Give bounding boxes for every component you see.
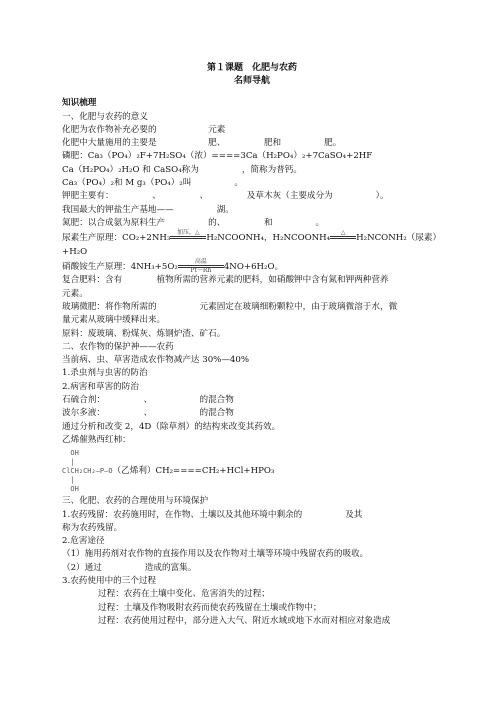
ethephon-equation: （乙烯利）CH₂====CH₂+HCl+HPO₃ — [112, 466, 275, 477]
text-line: 化肥为农作物补充必要的 元素 — [62, 124, 226, 135]
text-line: 原料：废玻璃、粉煤灰、炼钢炉渣、矿石。 — [62, 328, 226, 339]
urea-reactants: 尿素生产原理：CO₂+2NH₃ — [62, 233, 171, 244]
phosphate-equation: 磷肥：Ca₃（PO₄）₂F+7H₂SO₄（浓）====3Ca（H₂PO₄）₂+7CaSO₄+2HF — [62, 151, 373, 162]
document-page — [62, 62, 442, 628]
section-3-heading: 三、化肥、农药的合理使用与环境保护 — [62, 496, 209, 507]
text-line: 我国最大的钾盐生产基地—— 湖。 — [62, 204, 234, 215]
structure-row: | — [62, 476, 75, 485]
section-2-heading: 二、农作物的保护神——农药 — [62, 341, 174, 352]
text-line: 1.杀虫剂与虫害的防治 — [62, 368, 148, 379]
text-line: Ca₃（PO₄）₂和 M g₃（PO₄）₂叫 。 — [62, 178, 243, 189]
text-line: 通过分析和改变 2，4D（除草剂）的结构来改变其药效。 — [62, 421, 281, 432]
arrow-condition: 高温 — [194, 257, 207, 265]
urea-equation — [62, 230, 442, 245]
text-line: 复合肥料：含有 植物所需的营养元素的肥料，如硝酸钾中含有氮和钾两种营养 — [62, 275, 389, 286]
text-line: 称为农药残留。 — [62, 522, 123, 533]
ethephon-structure — [62, 449, 442, 493]
reaction-arrow — [330, 230, 356, 245]
text-line: 石硫合剂： 、 的混合物 — [62, 395, 234, 406]
section-knowledge-heading: 知识梳理 — [62, 98, 97, 109]
structure-main-row — [62, 466, 442, 476]
text-line: Ca（H₂PO₄）₂H₂O 和 CaSO₄称为 ，简称为普钙。 — [62, 164, 302, 175]
arrow-condition: 加压，△ — [177, 229, 200, 237]
text-line: 氮肥：以合成氨为原料生产 的、 和 。 — [62, 218, 325, 228]
urea-product: H₂NCONH₂（尿素） — [356, 233, 442, 244]
nitrate-products: 4NO+6H₂O。 — [223, 261, 284, 272]
text-line: （2）通过 造成的富集。 — [62, 562, 197, 573]
text-line: 玻璃微肥：将作物所需的 元素固定在玻璃细粉颗粒中，由于玻璃微溶于水，微 — [62, 301, 398, 312]
section-1-heading: 一、化肥与农药的意义 — [62, 111, 148, 122]
structure-formula: ClCH₂CH₂—P—O — [62, 467, 113, 476]
text-line: 2.危害途径 — [62, 536, 105, 547]
text-line: 过程：土壤及作物吸附农药而使农药残留在土壤或作物中； — [98, 602, 322, 613]
text-line: 过程：农药使用过程中，部分进入大气、附近水域或地下水而对相应对象造成 — [98, 616, 391, 626]
text-line: 3.农药使用中的三个过程 — [62, 576, 157, 587]
text-line: 元素。 — [62, 288, 88, 299]
arrow-condition: △ — [340, 229, 346, 237]
text-line: 钾肥主要有： 、 、 及草木灰（主要成分为 ）。 — [62, 191, 389, 202]
text-line: 量元素从玻璃中缓释出来。 — [62, 315, 166, 326]
structure-row: | — [62, 457, 75, 466]
urea-equation-tail: +H₂O — [62, 246, 88, 257]
text-line: 1.农药残留：农药施用时，在作物、土壤以及其他环境中剩余的 及其 — [62, 509, 363, 520]
nitrate-equation — [62, 259, 442, 274]
text-line: 当前病、虫、草害造成农作物减产达 30%—40% — [62, 355, 250, 366]
structure-row: OH — [62, 484, 79, 493]
reaction-arrow — [170, 230, 206, 245]
arrow-catalyst: Pt－Rh — [190, 266, 212, 274]
text-line: 2.病害和草害的防治 — [62, 381, 139, 392]
page-title: 第１课题 化肥与农药 — [206, 63, 297, 73]
reaction-arrow — [178, 259, 224, 274]
text-line: （1）施用药剂对农作物的直接作用以及农作物对土壤等环境中残留农药的吸收。 — [62, 549, 369, 560]
page-subtitle: 名师导航 — [233, 75, 270, 86]
nitrate-reactants: 硝酸铵生产原理：4NH₃+5O₂ — [62, 261, 178, 272]
structure-row: OH — [62, 449, 79, 458]
text-line: 乙烯催熟西红柿： — [62, 435, 131, 445]
text-line: 过程：农药在土壤中变化、危害消失的过程； — [98, 589, 270, 600]
urea-intermediate: H₂NCOONH₄，H₂NCOONH₄ — [206, 233, 331, 244]
text-line: 化肥中大量施用的主要是 肥、 肥和 肥。 — [62, 138, 342, 149]
text-line: 波尔多液： 、 的混合物 — [62, 408, 234, 419]
